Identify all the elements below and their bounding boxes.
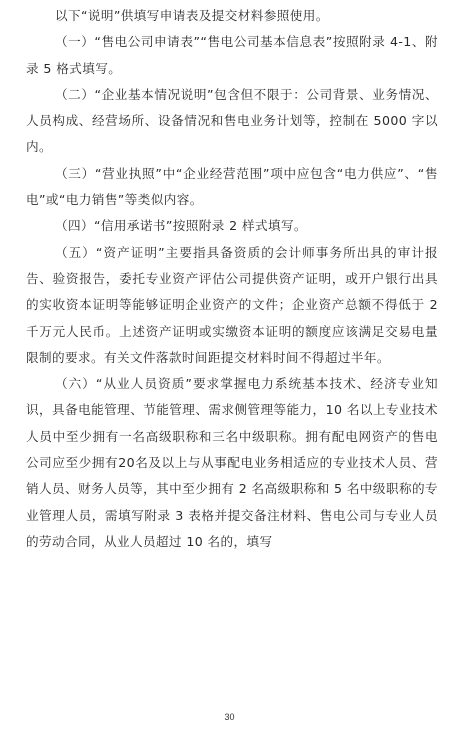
item-4-credit-commitment-paragraph: （四）“信用承诺书”按照附录 2 样式填写。 [54,218,307,234]
item-2-company-overview-paragraph: （二）“企业基本情况说明”包含但不限于：公司背景、业务情况、人员构成、经营场所、设备情况和售电业务计划等，控制在 5000 字以内。 [26,86,438,155]
page-number: 30 [224,712,235,722]
item-5-asset-proof-paragraph: （五）“资产证明”主要指具备资质的会计师事务所出具的审计报告、验资报告，委托专业资产评估公司提供资产证明，或开户银行出具的实收资本证明等能够证明企业资产的文件；企业资产总额不得低于 2 千万元人民币。上述资产证明或实缴资本证明的额度应该满足交易电量限制的要求。有关文件落款时间距提交材料时间不得超过半年。 [26,244,438,365]
item-1-application-form-paragraph: （一）“售电公司申请表”“售电公司基本信息表”按照附录 4-1、附录 5 格式填写。 [26,34,438,76]
item-3-business-license-paragraph: （三）“营业执照”中“企业经营范围”项中应包含“电力供应”、“售电”或“电力销售”等类似内容。 [26,165,438,208]
item-6-staff-qualification-paragraph: （六）“从业人员资质”要求掌握电力系统基本技术、经济专业知识，具备电能管理、节能管理、需求侧管理等能力，10 名以上专业技术人员中至少拥有一名高级职称和三名中级职称。拥有配电网资产的售电公司应至少拥有20名及以上与从事配电业务相适应的专业技术人员、营销人员、财务人员等，其中至少拥有 2 名高级职称和 5 名中级职称的专业管理人员，需填写附录 3 表格并提交备注材料、售电公司与专业人员的劳动合同，从业人员超过 10 名的，填写 [26,376,438,549]
document-body [26,3,438,555]
intro-paragraph: 以下“说明”供填写申请表及提交材料参照使用。 [54,8,329,23]
